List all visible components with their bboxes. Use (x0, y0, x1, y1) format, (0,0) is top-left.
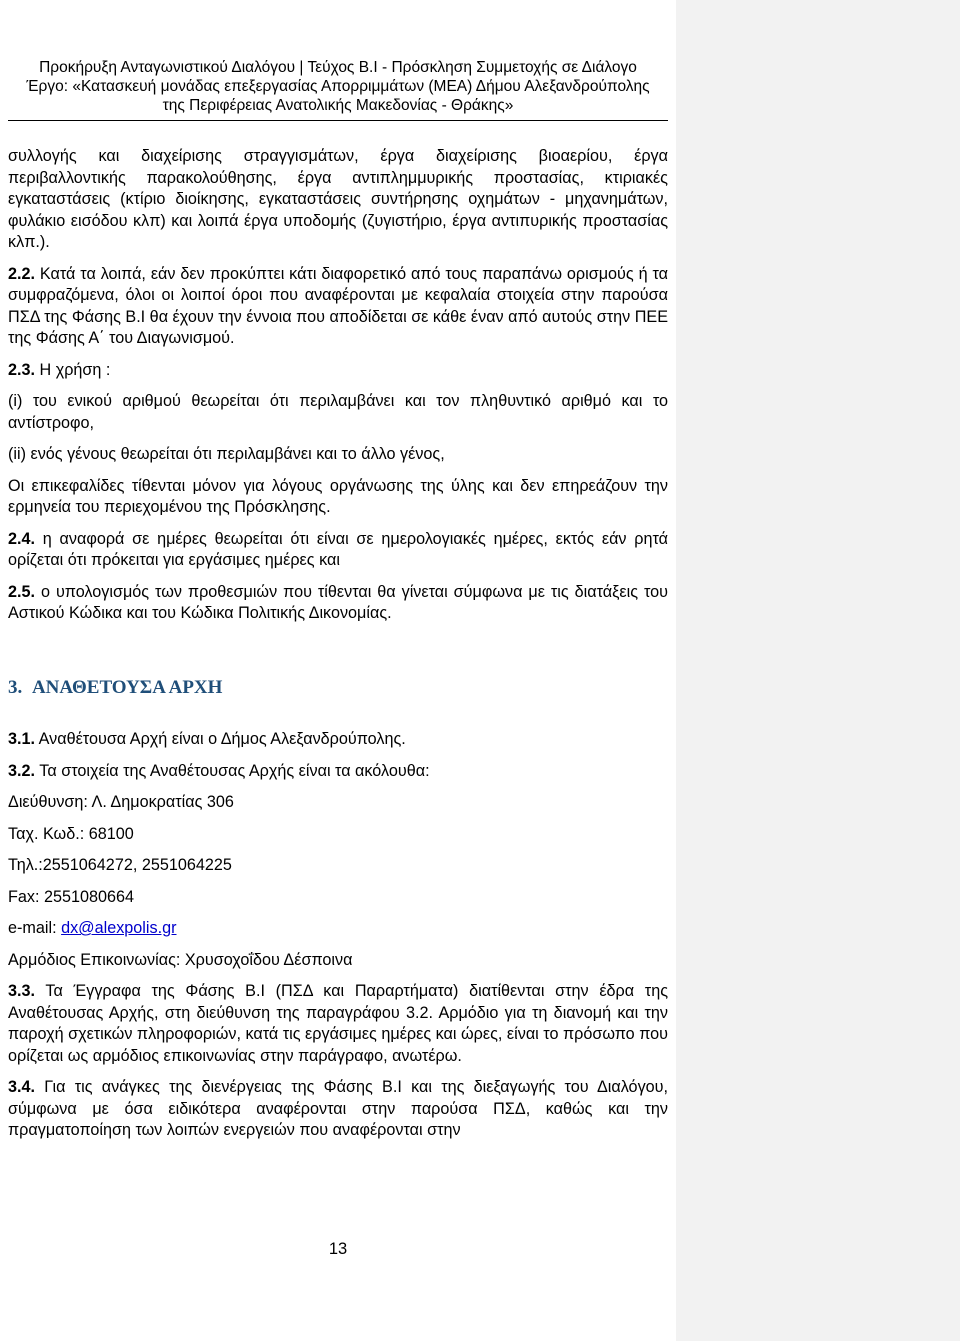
comment-pane (676, 0, 960, 1341)
section-title: ΑΝΑΘΕΤΟΥΣΑ ΑΡΧΗ (31, 676, 223, 698)
paragraph-3-4 (8, 1077, 668, 1142)
address-phone: Τηλ.:2551064272, 2551064225 (8, 856, 232, 874)
header-line-2: Έργο: «Κατασκευή μονάδας επεξεργασίας Απορριμμάτων (ΜΕΑ) Δήμου Αλεξανδρούπολης (26, 78, 650, 95)
paragraph-text: Κατά τα λοιπά, εάν δεν προκύπτει κάτι διαφορετικό από τους παραπάνω ορισμούς ή τα συμφραζόμενα, όλοι οι λοιποί όροι που αναφέρονται με κεφαλαία στοιχεία στην παρούσα ΠΣΔ της Φάσης Β.Ι θα έχουν την έννοια που αποδίδεται σε κάθε έναν από αυτούς στην ΠΕΕ της Φάσης Α΄ του Διαγωνισμού. (8, 264, 668, 347)
continuation-paragraph: συλλογής και διαχείρισης στραγγισμάτων, έργα διαχείρισης βιοαερίου, έργα περιβαλλοντικής παρακολούθησης, έργα αντιπλημμυρικής προστασίας, κτιριακές εγκαταστάσεις (κτίριο διοίκησης, εγκαταστάσεις συντήρησης οχημάτων - μηχανημάτων, φυλάκιο εισόδου κλπ) και λοιπά έργα υποδομής (ζυγιστήριο, έργα αντιπυρικής προστασίας κλπ.). (8, 147, 668, 251)
paragraph-number: 3.4. (8, 1078, 36, 1096)
document-body (8, 146, 668, 1152)
paragraph-headings-note: Οι επικεφαλίδες τίθενται μόνον για λόγους οργάνωσης της ύλης και δεν επηρεάζουν την ερμηνεία του περιεχομένου της Πρόσκλησης. (8, 476, 668, 516)
paragraph-number: 2.5. (8, 582, 36, 601)
address-street: Διεύθυνση: Λ. Δημοκρατίας 306 (8, 793, 234, 811)
paragraph-number: 3.1. (8, 730, 36, 748)
section-heading-3 (8, 677, 668, 699)
paragraph-2-3-i: (i) του ενικού αριθμού θεωρείται ότι περιλαμβάνει και τον πληθυντικό αριθμό και το αντίστροφο, (8, 392, 668, 432)
section-number: 3. (8, 676, 23, 698)
paragraph-text: Αναθέτουσα Αρχή είναι ο Δήμος Αλεξανδρούπολης. (38, 730, 406, 748)
paragraph-text: ο υπολογισμός των προθεσμιών που τίθενται θα γίνεται σύμφωνα με τις διατάξεις του Αστικού Κώδικα και του Κώδικα Πολιτικής Δικονομίας. (8, 582, 668, 622)
paragraph-number: 2.4. (8, 529, 36, 548)
email-label: e-mail: (8, 919, 62, 937)
email-link[interactable]: dx@alexpolis.gr (61, 919, 177, 937)
paragraph-text: η αναφορά σε ημέρες θεωρείται ότι είναι σε ημερολογιακές ημέρες, εκτός εάν ρητά ορίζεται ότι πρόκειται για εργάσιμες ημέρες και (8, 529, 668, 569)
address-contact: Αρμόδιος Επικοινωνίας: Χρυσοχοΐδου Δέσποινα (8, 950, 353, 969)
paragraph-2-3-ii: (ii) ενός γένους θεωρείται ότι περιλαμβάνει και το άλλο γένος, (8, 445, 445, 463)
header-divider (8, 120, 668, 121)
address-email-line (8, 918, 668, 940)
paragraph-2-4 (8, 529, 668, 572)
paragraph-text: Τα στοιχεία της Αναθέτουσας Αρχής είναι τα ακόλουθα: (39, 761, 430, 780)
paragraph-number: 2.3. (8, 360, 36, 379)
contact-details (8, 792, 668, 971)
paragraph-number: 3.3. (8, 982, 36, 1000)
paragraph-number: 2.2. (8, 264, 36, 283)
page-header (0, 58, 676, 115)
paragraph-text: Η χρήση : (39, 360, 111, 379)
header-line-1: Προκήρυξη Ανταγωνιστικού Διαλόγου | Τεύχος Β.Ι - Πρόσκληση Συμμετοχής σε Διάλογο (39, 59, 637, 76)
paragraph-2-3 (8, 360, 668, 382)
paragraph-2-2 (8, 264, 668, 350)
paragraph-3-3 (8, 981, 668, 1067)
paragraph-text: Τα Έγγραφα της Φάσης Β.Ι (ΠΣΔ και Παραρτήματα) διατίθενται στην έδρα της Αναθέτουσας Αρχής, στη διεύθυνση της παραγράφου 3.2. Αρμόδιο για τη διανομή και την παροχή σχετικών πληροφοριών, κατά τις εργάσιμες ημέρες και ώρες, είναι το πρόσωπο που ορίζεται ως αρμόδιος επικοινωνίας στην παράγραφο, ανωτέρω. (8, 982, 668, 1065)
paragraph-2-5 (8, 582, 668, 625)
paragraph-text: Για τις ανάγκες της διενέργειας της Φάσης Β.Ι και της διεξαγωγής του Διαλόγου, σύμφωνα με όσα ειδικότερα αναφέρονται στην παρούσα ΠΣΔ, καθώς και την πραγματοποίηση των λοιπών ενεργειών που αναφέρονται στην (8, 1078, 669, 1139)
page-number: 13 (328, 1240, 348, 1258)
paragraph-number: 3.2. (8, 761, 36, 780)
paragraph-3-1 (8, 729, 668, 751)
header-line-3: της Περιφέρειας Ανατολικής Μακεδονίας - Θράκης» (162, 97, 514, 114)
paragraph-3-2 (8, 761, 668, 783)
address-postcode: Ταχ. Κωδ.: 68100 (8, 824, 134, 843)
address-fax: Fax: 2551080664 (8, 887, 135, 906)
